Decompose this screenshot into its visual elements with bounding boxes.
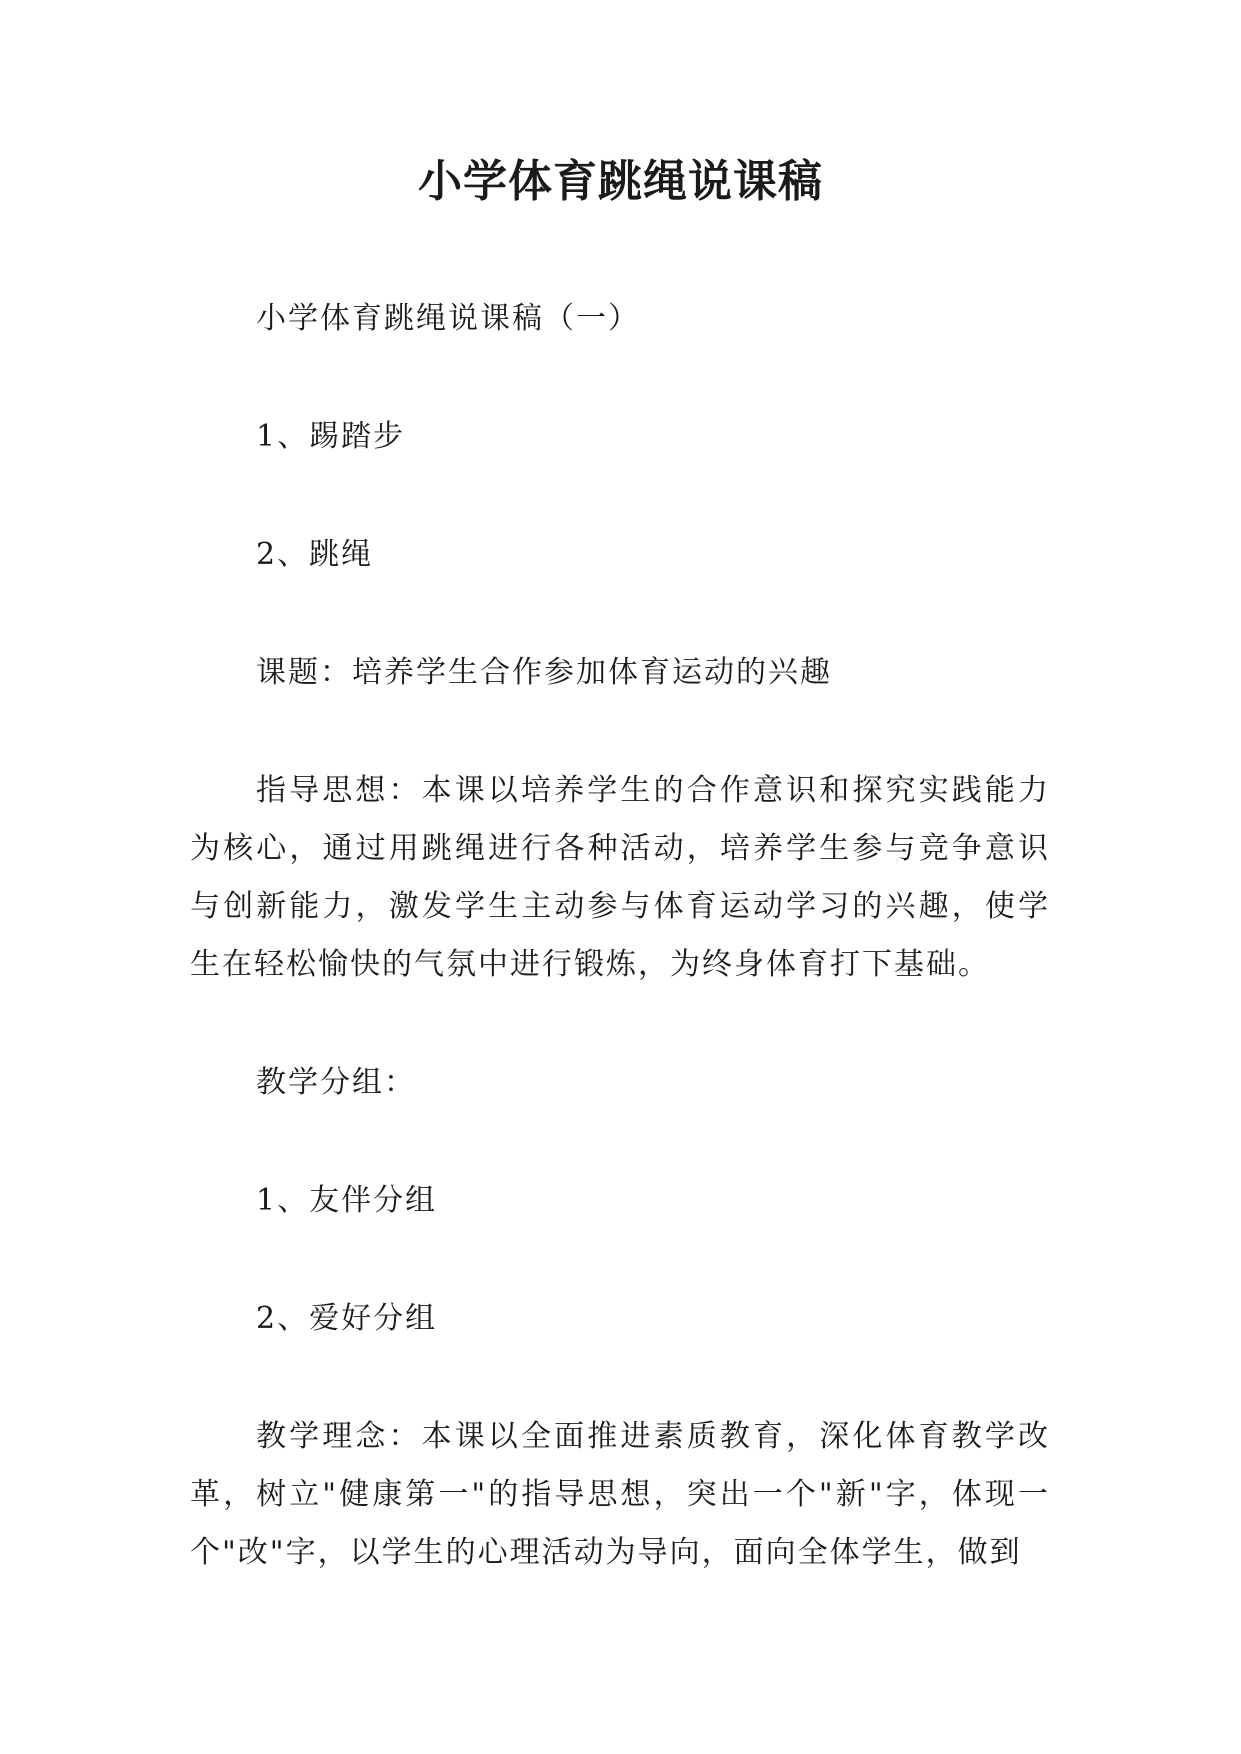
document-body [190, 290, 1050, 1642]
topic-paragraph: 课题：培养学生合作参加体育运动的兴趣 [256, 655, 832, 690]
grouping-item: 1、友伴分组 [256, 1183, 438, 1218]
teaching-concept-paragraph: 教学理念：本课以全面推进素质教育，深化体育教学改革，树立"健康第一"的指导思想，突出一个"新"字，体现一个"改"字，以学生的心理活动为导向，面向全体学生，做到 [190, 1419, 1050, 1570]
guiding-thought-paragraph: 指导思想：本课以培养学生的合作意识和探究实践能力为核心，通过用跳绳进行各种活动，培养学生参与竞争意识与创新能力，激发学生主动参与体育运动学习的兴趣，使学生在轻松愉快的气氛中进行锻炼，为终身体育打下基础。 [190, 773, 1050, 982]
document-title: 小学体育跳绳说课稿 [418, 156, 823, 207]
content-item: 1、踢踏步 [256, 419, 406, 454]
section-heading: 小学体育跳绳说课稿（一） [256, 301, 640, 336]
grouping-heading: 教学分组： [256, 1065, 416, 1100]
content-item: 2、跳绳 [256, 537, 374, 572]
grouping-item: 2、爱好分组 [256, 1301, 438, 1336]
